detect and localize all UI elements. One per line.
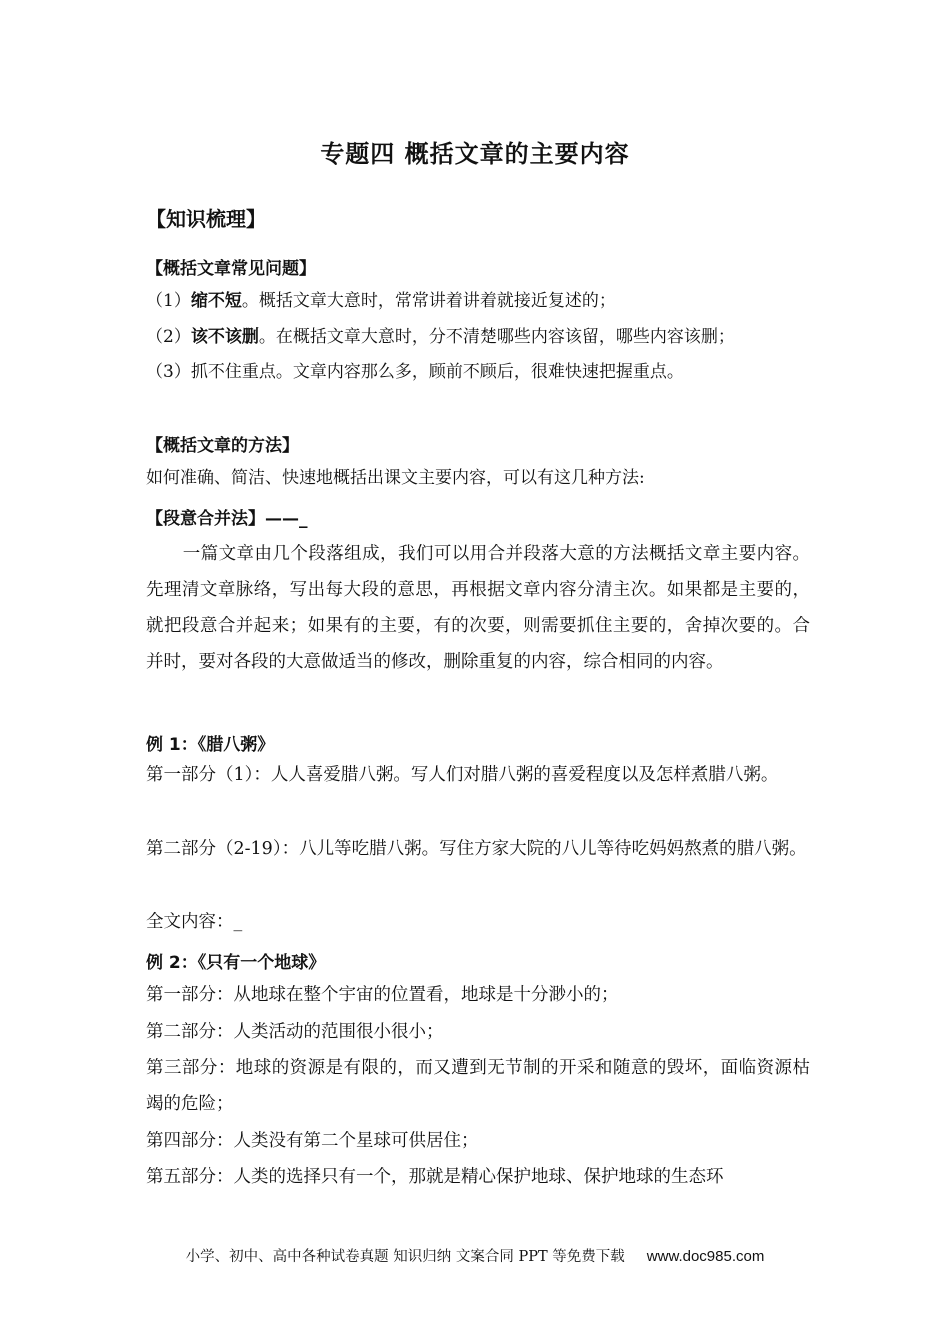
methods-intro: 如何准确、简洁、快速地概括出课文主要内容，可以有这几种方法:	[146, 468, 645, 488]
page-footer	[0, 1245, 950, 1266]
problem-item-1: （1）缩不短。概括文章大意时，常常讲着讲着就接近复述的；	[146, 291, 616, 311]
example1-heading: 例 1：《腊八粥》	[146, 735, 275, 755]
problem-item-3: （3）抓不住重点。文章内容那么多，顾前不顾后，很难快速把握重点。	[146, 362, 684, 382]
example1-summary: 全文内容：_	[146, 912, 243, 932]
example2-part1: 第一部分：从地球在整个宇宙的位置看，地球是十分渺小的；	[146, 985, 619, 1005]
example2-part3: 第三部分：地球的资源是有限的，而又遭到无节制的开采和随意的毁坏，面临资源枯竭的危险；	[146, 1058, 810, 1114]
example2-part2: 第二部分：人类活动的范围很小很小；	[146, 1022, 444, 1042]
section-knowledge-heading: 【知识梳理】	[146, 207, 266, 231]
example2-part5: 第五部分：人类的选择只有一个，那就是精心保护地球、保护地球的生态环	[146, 1167, 724, 1187]
common-problems-heading: 【概括文章常见问题】	[146, 259, 316, 279]
page-title: 专题四 概括文章的主要内容	[320, 140, 630, 168]
example2-heading: 例 2：《只有一个地球》	[146, 953, 326, 973]
footer-url[interactable]: www.doc985.com	[646, 1248, 765, 1265]
merge-method-heading: 【段意合并法】——_	[146, 509, 308, 529]
example2-part4: 第四部分：人类没有第二个星球可供居住；	[146, 1131, 479, 1151]
problem-item-2-bold: 该不该删	[190, 327, 259, 347]
methods-heading: 【概括文章的方法】	[146, 436, 299, 456]
problem-item-1-bold: 缩不短	[190, 291, 242, 311]
merge-method-description: 一篇文章由几个段落组成，我们可以用合并段落大意的方法概括文章主要内容。先理清文章脉络，写出每大段的意思，再根据文章内容分清主次。如果都是主要的，就把段意合并起来；如果有的主要，有的次要，则需要抓住主要的，舍掉次要的。合并时，要对各段的大意做适当的修改，删除重复的内容，综合相同的内容。	[146, 544, 810, 672]
example1-part2: 第二部分（2-19）：八儿等吃腊八粥。写住方家大院的八儿等待吃妈妈熬煮的腊八粥。	[146, 839, 807, 859]
example1-part1: 第一部分（1）：人人喜爱腊八粥。写人们对腊八粥的喜爱程度以及怎样煮腊八粥。	[146, 765, 779, 785]
problem-item-2: （2）该不该删。在概括文章大意时，分不清楚哪些内容该留，哪些内容该删；	[146, 327, 735, 347]
footer-text: 小学、初中、高中各种试卷真题 知识归纳 文案合同 PPT 等免费下载	[185, 1249, 625, 1265]
